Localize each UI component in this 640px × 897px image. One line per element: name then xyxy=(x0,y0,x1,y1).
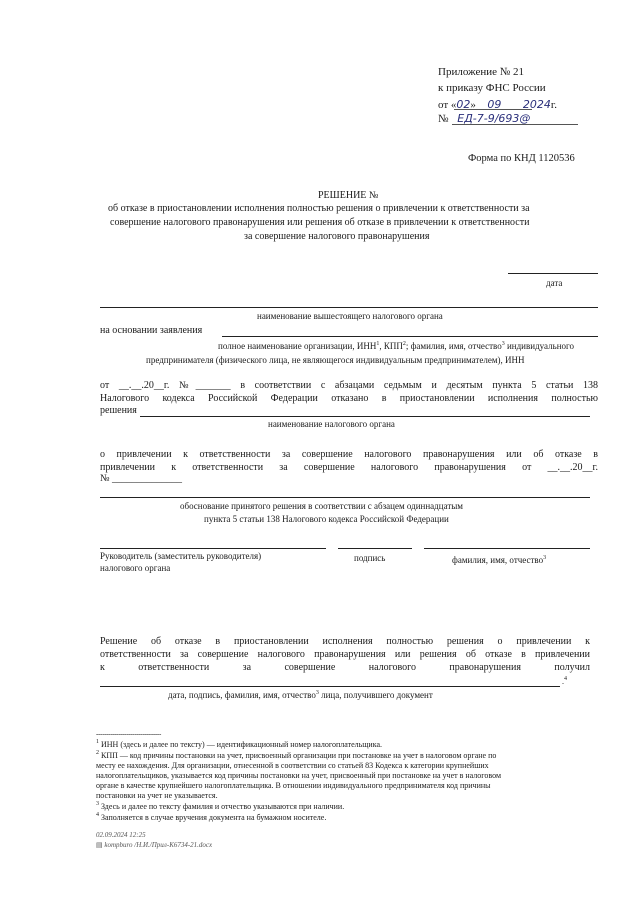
handwritten-day: 02 xyxy=(456,98,471,111)
receipt-footnote-mark: .$^4$ xyxy=(562,676,567,686)
footnote-2-line-2: месту ее нахождения. Для организации, отнесенной в соответствии со статьей 83 Кодекса к категории крупнейших xyxy=(96,761,489,770)
footnote-2-line-5: постановки на учет не указывается. xyxy=(96,791,218,800)
handwritten-month: 09 xyxy=(487,98,502,111)
para1-line-2: Налогового кодекса Российской Федерации отказано в приостановлении исполнения полностью xyxy=(100,393,598,404)
handwritten-year: 2024 xyxy=(522,98,551,111)
authority-caption: наименование вышестоящего налогового органа xyxy=(257,311,443,321)
para2-line-2: привлечении к ответственности за совершение налогового правонарушения от __.__.20__г. xyxy=(100,462,598,473)
date-label: дата xyxy=(546,278,563,288)
receipt-line-2: ответственности за совершение налогового правонарушения или решения об отказе в привлечении xyxy=(100,649,590,660)
footnote-separator: -------------------------------- xyxy=(96,730,161,738)
date-mid: » xyxy=(470,99,476,111)
footnote-2-line-1: $^2$ КПП — код причины постановки на учет, присвоенный организации при постановке на учет в налоговом органе по xyxy=(96,750,497,760)
footnote-3: $^3$ Здесь и далее по тексту фамилия и отчество указываются при наличии. xyxy=(96,801,345,811)
para1-line-3: решения xyxy=(100,405,137,416)
handwritten-number: ЕД-7-9/693@ xyxy=(457,112,531,125)
receipt-line-3: к ответственности за совершение налогового правонарушения получил xyxy=(100,662,590,673)
basis-intro: на основании заявления xyxy=(100,325,203,336)
footnote-4: $^4$ Заполняется в случае вручения документа на бумажном носителе. xyxy=(96,812,327,822)
receipt-line-1: Решение об отказе в приостановлении исполнения полностью решения о привлечении к xyxy=(100,636,590,647)
name-label: фамилия, имя, отчество$^3$ xyxy=(452,555,547,565)
form-code: Форма по КНД 1120536 xyxy=(468,153,575,164)
head-label-1: Руководитель (заместитель руководителя) xyxy=(100,551,262,561)
para2-line-3: № ______________ xyxy=(100,473,183,484)
title-line-1: об отказе в приостановлении исполнения полностью решения о привлечении к ответственности за xyxy=(108,203,530,214)
date-prefix: от « xyxy=(438,99,457,111)
footer-timestamp: 02.09.2024 12:25 xyxy=(96,831,146,839)
footnote-2-line-4: органе в качестве крупнейшего налогоплательщика. В отношении индивидуального предпринимателя код причины xyxy=(96,781,491,790)
footnote-2-line-3: налогоплательщиков, указывается код причины постановки на учет, присвоенный при постановке на учет в налоговом xyxy=(96,771,502,780)
document-title: РЕШЕНИЕ № xyxy=(318,190,379,201)
tax-authority-caption: наименование налогового органа xyxy=(268,419,395,429)
head-label-2: налогового органа xyxy=(100,563,171,573)
footer-file-path: ▤ kompburo /Н.И./Прил-К6734-21.docx xyxy=(96,841,213,849)
footnote-1: $^1$ ИНН (здесь и далее по тексту) — идентификационный номер налогоплательщика. xyxy=(96,739,383,749)
justification-caption-2: пункта 5 статьи 138 Налогового кодекса Российской Федерации xyxy=(204,514,449,524)
receipt-caption: дата, подпись, фамилия, имя, отчество$^3$ лица, получившего документ xyxy=(168,690,433,700)
number-prefix: № xyxy=(438,113,449,125)
basis-caption-1: полное наименование организации, ИНН$^1$, КПП$^2$; фамилия, имя, отчество$^3$ индивидуального xyxy=(218,341,574,351)
document-icon: ▤ xyxy=(96,841,103,849)
title-line-3: за совершение налогового правонарушения xyxy=(244,231,430,242)
appendix-label: Приложение № 21 xyxy=(438,66,525,78)
para2-line-1: о привлечении к ответственности за совершение налогового правонарушения или об отказе в xyxy=(100,449,598,460)
basis-caption-2: предпринимателя (физического лица, не являющегося индивидуальным предпринимателем), ИНН xyxy=(146,355,525,365)
order-label: к приказу ФНС России xyxy=(438,82,546,94)
title-line-2: совершение налогового правонарушения или решения об отказе в привлечении к ответственности xyxy=(110,217,530,228)
para1-line-1: от __.__.20__г. №_______ в соответствии с абзацами седьмым и десятым пункта 5 статьи 138 xyxy=(100,380,598,391)
date-suffix: г. xyxy=(550,99,557,111)
justification-caption-1: обоснование принятого решения в соответствии с абзацем одиннадцатым xyxy=(180,501,464,511)
signature-label: подпись xyxy=(354,553,386,563)
